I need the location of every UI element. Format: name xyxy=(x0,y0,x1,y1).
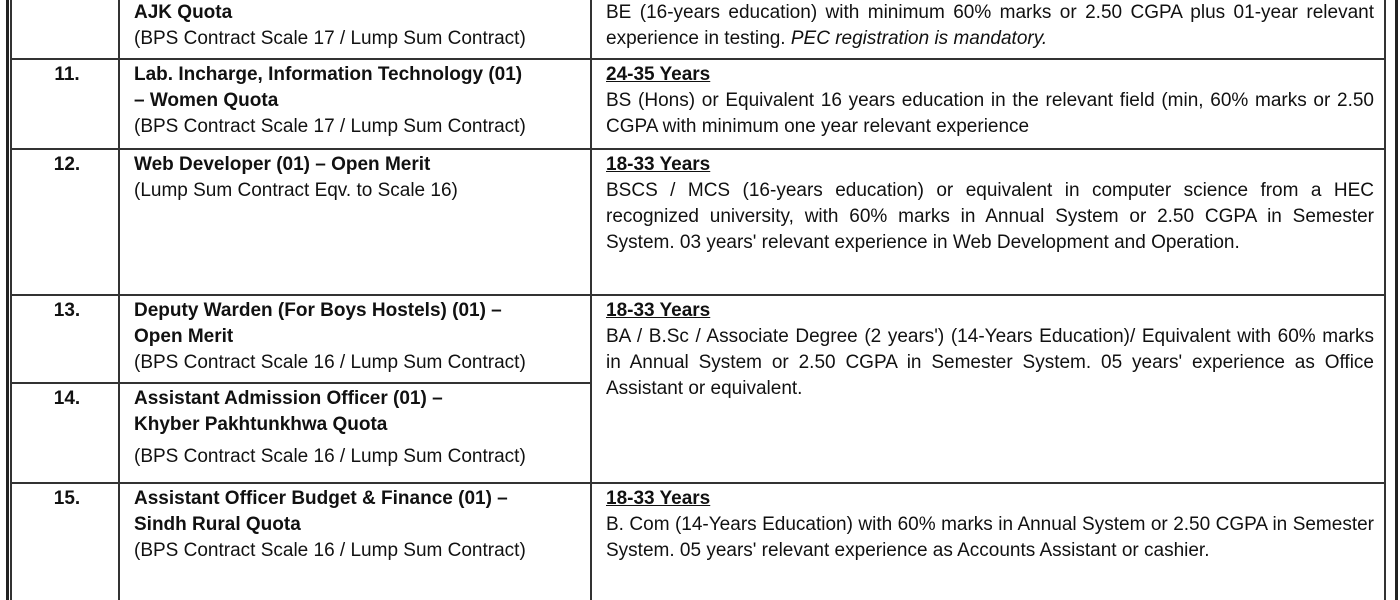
post-cell xyxy=(119,383,591,483)
post-scale: (BPS Contract Scale 17 / Lump Sum Contract) xyxy=(134,116,526,137)
requirement-text: BE (16-years education) with minimum 60% marks or 2.50 CGPA plus 01-year relevant experience in testing. xyxy=(606,2,1374,49)
row-number: 14. xyxy=(11,383,119,483)
post-title: Lab. Incharge, Information Technology (01) xyxy=(134,64,523,85)
post-title: Assistant Admission Officer (01) – xyxy=(134,388,443,409)
row-number xyxy=(11,0,119,59)
age-limit: 18-33 Years xyxy=(606,300,711,321)
page-border-right xyxy=(1395,0,1398,600)
page-border-left xyxy=(6,0,9,600)
post-cell xyxy=(119,0,591,59)
post-quota: Khyber Pakhtunkhwa Quota xyxy=(134,414,388,435)
age-limit: 18-33 Years xyxy=(606,488,711,509)
requirement-cell xyxy=(591,0,1385,59)
post-cell xyxy=(119,149,591,295)
post-quota: AJK Quota xyxy=(134,2,233,23)
post-scale: (BPS Contract Scale 16 / Lump Sum Contract) xyxy=(134,540,526,561)
table-row xyxy=(11,295,1385,383)
post-scale: (BPS Contract Scale 17 / Lump Sum Contract) xyxy=(134,28,526,49)
row-number: 15. xyxy=(11,483,119,600)
requirement-cell xyxy=(591,483,1385,600)
age-limit: 18-33 Years xyxy=(606,154,711,175)
requirement-text: BA / B.Sc / Associate Degree (2 years') (14-Years Education)/ Equivalent with 60% marks in Annual System or 2.50 CGPA in Semester System. 05 years' experience as Office Assistant or equivalent. xyxy=(606,326,1374,399)
post-title: Assistant Officer Budget & Finance (01) – xyxy=(134,488,508,509)
post-title: Deputy Warden (For Boys Hostels) (01) – xyxy=(134,300,502,321)
requirement-text: BS (Hons) or Equivalent 16 years education in the relevant field (min, 60% marks or 2.50 CGPA with minimum one year relevant experience xyxy=(606,90,1374,137)
requirement-cell xyxy=(591,59,1385,149)
post-scale: (BPS Contract Scale 16 / Lump Sum Contract) xyxy=(134,352,526,373)
row-number: 13. xyxy=(11,295,119,383)
table-row xyxy=(11,483,1385,600)
post-title: Web Developer (01) – Open Merit xyxy=(134,154,431,175)
requirement-note: PEC registration is mandatory. xyxy=(790,28,1048,49)
post-scale: (Lump Sum Contract Eqv. to Scale 16) xyxy=(134,180,458,201)
table-row xyxy=(11,149,1385,295)
table-row xyxy=(11,0,1385,59)
post-scale: (BPS Contract Scale 16 / Lump Sum Contract) xyxy=(134,446,526,467)
positions-table xyxy=(10,0,1386,600)
requirement-cell xyxy=(591,149,1385,295)
requirement-text: BSCS / MCS (16-years education) or equivalent in computer science from a HEC recognized university, with 60% marks in Annual System or 2.50 CGPA in Semester System. 03 years' relevant experience in Web Development and Operation. xyxy=(606,180,1374,253)
row-number: 12. xyxy=(11,149,119,295)
requirement-cell xyxy=(591,295,1385,483)
post-cell xyxy=(119,59,591,149)
age-limit: 24-35 Years xyxy=(606,64,711,85)
requirement-text: B. Com (14-Years Education) with 60% marks in Annual System or 2.50 CGPA in Semester System. 05 years' relevant experience as Accounts Assistant or cashier. xyxy=(606,514,1374,561)
post-quota: Sindh Rural Quota xyxy=(134,514,301,535)
post-cell xyxy=(119,483,591,600)
table-row xyxy=(11,59,1385,149)
post-quota: Open Merit xyxy=(134,326,234,347)
post-quota: – Women Quota xyxy=(134,90,279,111)
post-cell xyxy=(119,295,591,383)
row-number: 11. xyxy=(11,59,119,149)
